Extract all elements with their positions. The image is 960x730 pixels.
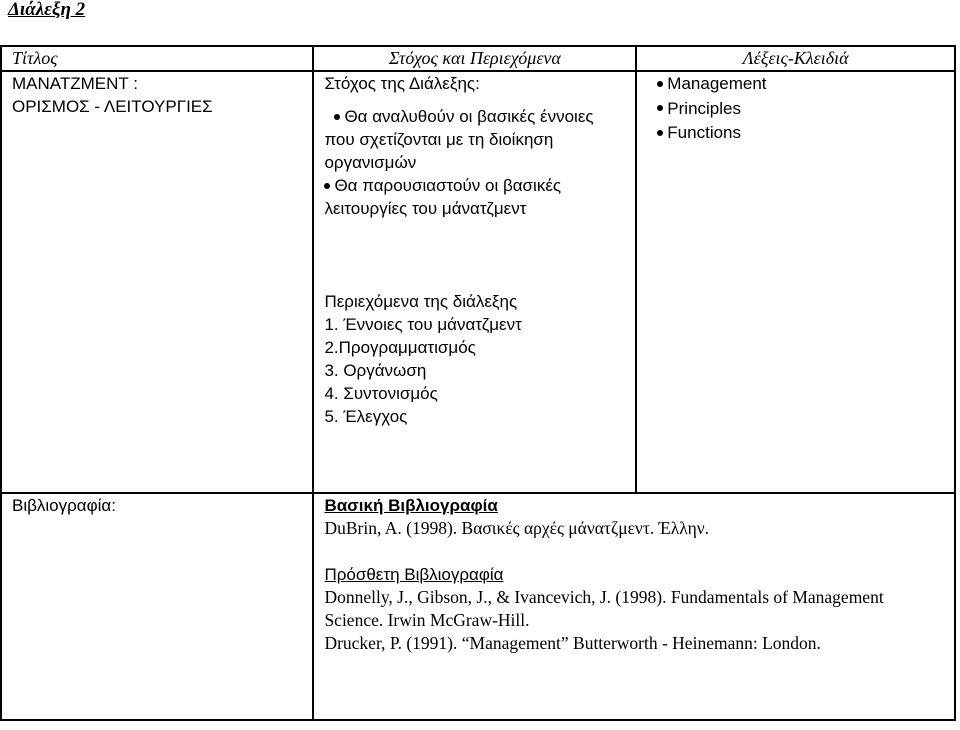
goal-text: Θα παρουσιαστούν οι βασικές λειτουργίες του μάνατζμεντ (324, 176, 562, 218)
title-line-1: ΜΑΝΑΤΖΜΕΝΤ : (12, 74, 138, 93)
contents-item: 4. Συντονισμός (324, 384, 438, 403)
bibliography-content (313, 493, 955, 720)
header-title: Τίτλος (1, 46, 313, 71)
basic-bibliography-entry: DuBrin, A. (1998). Βασικές αρχές μάνατζμεντ. Έλλην. (324, 518, 710, 538)
header-row (1, 46, 955, 71)
bullet-icon (657, 81, 663, 87)
goal-heading: Στόχος της Διάλεξης: (324, 74, 480, 93)
contents-item: 3. Οργάνωση (324, 361, 427, 380)
keyword-item: Functions (657, 121, 944, 146)
page-heading: Διάλεξη 2 (8, 0, 86, 20)
content-row (1, 71, 955, 493)
bibliography-row (1, 493, 955, 720)
extra-bibliography-entry: Donnelly, J., Gibson, J., & Ivancevich, J. (1998). Fundamentals of Management Science. Irwin McGraw-Hill. (324, 587, 884, 630)
lecture-contents (324, 290, 625, 428)
title-cell (1, 71, 313, 493)
goal-item (324, 105, 625, 174)
bullet-icon (657, 130, 663, 136)
basic-bibliography-heading: Βασική Βιβλιογραφία (324, 496, 498, 515)
keyword-item: Principles (657, 97, 944, 122)
goal-item (324, 174, 625, 220)
contents-heading: Περιεχόμενα της διάλεξης (324, 292, 518, 311)
contents-item: 1. Έννοιες του μάνατζμεντ (324, 315, 522, 334)
goal-cell (313, 71, 636, 493)
lecture-table (0, 45, 956, 721)
extra-bibliography-entry: Drucker, P. (1991). “Management” Butterworth - Heinemann: London. (324, 633, 821, 653)
contents-item: 5. Έλεγχος (324, 407, 408, 426)
header-goal: Στόχος και Περιεχόμενα (313, 46, 636, 71)
contents-item: 2.Προγραμματισμός (324, 338, 476, 357)
keyword-item: Management (657, 72, 944, 97)
bullet-icon (657, 105, 663, 111)
goal-list (324, 105, 625, 220)
header-keywords: Λέξεις-Κλειδιά (636, 46, 955, 71)
bullet-icon (324, 183, 330, 189)
bullet-icon (334, 114, 340, 120)
goal-text: Θα αναλυθούν οι βασικές έννοιες που σχετίζονται με τη διοίκηση οργανισμών (324, 107, 594, 172)
title-line-2: ΟΡΙΣΜΟΣ - ΛΕΙΤΟΥΡΓΙΕΣ (12, 97, 213, 116)
bibliography-label: Βιβλιογραφία: (1, 493, 313, 720)
extra-bibliography-heading: Πρόσθετη Βιβλιογραφία (324, 565, 504, 584)
keywords-cell (636, 71, 955, 493)
keyword-list (647, 72, 944, 146)
